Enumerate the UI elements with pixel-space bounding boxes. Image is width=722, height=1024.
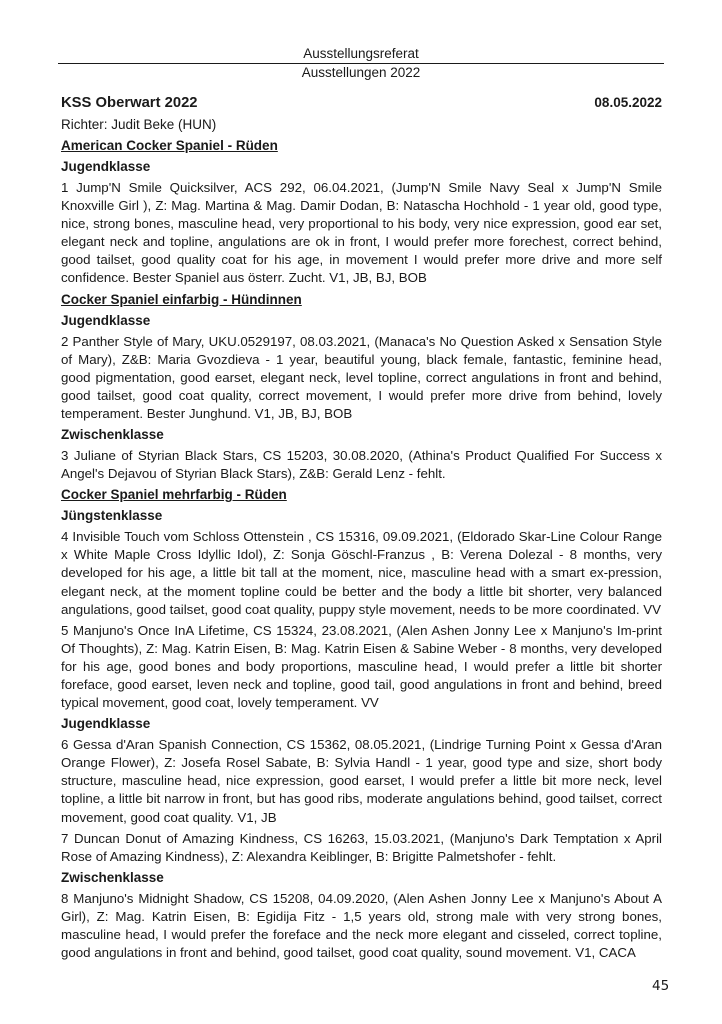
show-title: KSS Oberwart 2022 [61, 95, 198, 111]
breed-heading: American Cocker Spaniel - Rüden [61, 138, 278, 153]
breed-heading: Cocker Spaniel einfarbig - Hündinnen [61, 291, 302, 307]
class-heading: Jugendklasse [61, 312, 151, 328]
page-number: 45 [652, 978, 670, 994]
entry-paragraph: 8 Manjuno's Midnight Shadow, CS 15208, 04.09.2020, (Alen Ashen Jonny Lee x Manjuno's About A Girl), Z: Mag. Katrin Eisen, B: Egidija Fitz - 1,5 years old, strong male with very strong bones, masculine head, I would prefer the foreface and the neck more elegant and cisseled, correct topline, good angulations in front and behind, good tailset, good coat quality, sound movement. V1, CACA [61, 890, 662, 961]
judge-line: Richter: Judit Beke (HUN) [61, 117, 217, 132]
class-heading: Jüngstenklasse [61, 508, 163, 524]
header-section: Ausstellungen 2022 [301, 65, 421, 80]
show-title-row [61, 95, 662, 111]
entry-paragraph: 7 Duncan Donut of Amazing Kindness, CS 16263, 15.03.2021, (Manjuno's Dark Temptation x April Rose of Amazing Kindness), Z: Alexandra Keiblinger, B: Brigitte Palmetshofer - fehlt. [61, 830, 662, 864]
entry-paragraph: 3 Juliane of Styrian Black Stars, CS 15203, 30.08.2020, (Athina's Product Qualified For Success x Angel's Dejavou of Styrian Black Stars), Z&B: Gerald Lenz - fehlt. [61, 448, 662, 482]
header-divider [58, 63, 664, 64]
class-heading: Zwischenklasse [61, 427, 164, 443]
class-heading: Jugendklasse [61, 159, 151, 174]
breed-heading: Cocker Spaniel mehrfarbig - Rüden [61, 487, 287, 503]
entry-paragraph: 5 Manjuno's Once InA Lifetime, CS 15324, 23.08.2021, (Alen Ashen Jonny Lee x Manjuno's Im-print Of Thoughts), Z: Mag. Katrin Eisen, B: Mag. Katrin Eisen & Sabine Weber - 8 months, very developed for his age, good bones and body proportions, masculine head, I would prefer a little bit shorter foreface, good earset, leven neck and topline, good tail, good angulations in front and behind, breed typical movement, good coat, lovely temperament. VV [61, 622, 662, 711]
class-heading: Jugendklasse [61, 716, 151, 732]
entry-paragraph: 6 Gessa d'Aran Spanish Connection, CS 15362, 08.05.2021, (Lindrige Turning Point x Gessa d'Aran Orange Flower), Z: Josefa Rosel Sabate, B: Sylvia Handl - 1 year, good type and size, short body structure, masculine head, nice expression, good earset, I would prefer a little bit more neck, level topline, a little bit narrow in front, but has good ribs, moderate angulations behind, good tailset, correct movement, good coat quality. V1, JB [61, 737, 662, 825]
entry-paragraph: 1 Jump'N Smile Quicksilver, ACS 292, 06.04.2021, (Jump'N Smile Navy Seal x Jump'N Smile Knoxville Girl ), Z: Mag. Martina & Mag. Damir Dodan, B: Natascha Hochhold - 1 year old, good type, nice, strong bones, masculine head, very proportional to his body, very nice expression, good ear set, elegant neck and topline, angulations are ok in front, I would prefer more forechest, correct behind, good tailset, good quality coat for his age, in movement I would prefer more drive and more self confidence. Bester Spaniel aus österr. Zucht. V1, JB, BJ, BOB [61, 180, 662, 286]
entry-paragraph: 4 Invisible Touch vom Schloss Ottenstein , CS 15316, 09.09.2021, (Eldorado Skar-Line Colour Range x White Maple Cross Idyllic Idol), Z: Sonja Göschl-Franzus , B: Verena Dolezal - 8 months, very developed for his age, a little bit tall at the moment, nice, masculine head with a smart ex-pression, elegant neck, at the moment topline could be better and the body a little bit shorter, very balanced angulations, good tailset, good coat quality, puppy style movement, needs to be more coordinated. VV [61, 529, 662, 617]
report-content [61, 95, 662, 965]
show-date: 08.05.2022 [594, 95, 662, 110]
header-department: Ausstellungsreferat [303, 46, 419, 61]
class-heading: Zwischenklasse [61, 869, 164, 885]
entry-paragraph: 2 Panther Style of Mary, UKU.0529197, 08.03.2021, (Manaca's No Question Asked x Sensation Style of Mary), Z&B: Maria Gvozdieva - 1 year, beautiful young, black female, fantastic, feminine head, good pigmentation, good earset, elegant neck, level topline, correct angulations in front and behind, good tailset, good coat quality, correct movement, I would prefer more drive from behind, lovely temperament. Bester Junghund. V1, JB, BJ, BOB [61, 333, 662, 421]
